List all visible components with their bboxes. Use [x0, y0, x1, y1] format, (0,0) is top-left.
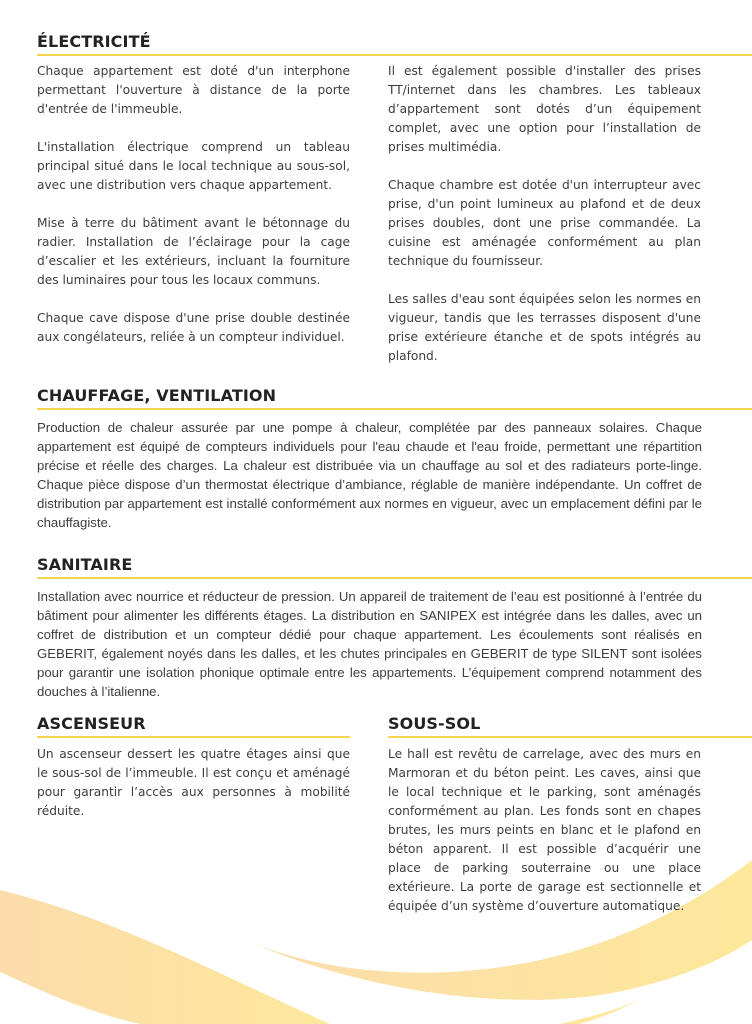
heading-underline — [37, 736, 350, 738]
heading-underline — [37, 408, 752, 410]
section-heading: ÉLECTRICITÉ — [37, 32, 151, 51]
section-electricite — [37, 32, 752, 366]
section-heading: ASCENSEUR — [37, 714, 146, 733]
section-sanitaire — [37, 555, 752, 701]
paragraph: Chaque chambre est dotée d'un interrupteur avec prise, d'un point lumineux au plafond et de deux prises doubles, dont une prise commandée. La cuisine est aménagée conformément au plan technique du fournisseur. — [388, 178, 701, 268]
section-heading: CHAUFFAGE, VENTILATION — [37, 386, 277, 405]
column-left — [37, 62, 350, 347]
paragraph: Un ascenseur dessert les quatre étages ainsi que le sous-sol de l’immeuble. Il est conçu et aménagé pour garantir l’accès aux personnes à mobilité réduite. — [37, 747, 350, 818]
section-chauffage-ventilation — [37, 386, 752, 532]
heading-underline — [388, 736, 752, 738]
paragraph: Chaque cave dispose d'une prise double destinée aux congélateurs, reliée à un compteur individuel. — [37, 311, 350, 344]
paragraph: Les salles d'eau sont équipées selon les normes en vigueur, tandis que les terrasses disposent d'une prise extérieure étanche et de spots intégrés au plafond. — [388, 292, 701, 363]
paragraph: Chaque appartement est doté d'un interphone permettant l'ouverture à distance de la porte d'entrée de l'immeuble. — [37, 64, 350, 116]
section-sous-sol — [388, 714, 752, 916]
paragraph: L'installation électrique comprend un tableau principal situé dans le local technique au sous-sol, avec une distribution vers chaque appartement. — [37, 140, 350, 192]
paragraph: Il est également possible d'installer des prises TT/internet dans les chambres. Les tableaux d’appartement sont dotés d’un équipement complet, avec une option pour l’installation de prises multimédia. — [388, 64, 701, 154]
section-heading: SANITAIRE — [37, 555, 133, 574]
paragraph: Installation avec nourrice et réducteur de pression. Un appareil de traitement de l’eau est positionné à l’entrée du bâtiment pour alimenter les différents étages. La distribution en SANIPEX est intégrée dans les dalles, avec un coffret de distribution et un compteur dédié pour chaque appartement. Les écoulements sont réalisés en GEBERIT, également noyés dans les dalles, et les chutes principales en GEBERIT de type SILENT sont isolées pour garantir une isolation phonique optimale entre les appartements. L’équipement comprend notamment des douches à l’italienne. — [37, 589, 702, 699]
heading-underline — [37, 577, 752, 579]
section-heading: SOUS-SOL — [388, 714, 481, 733]
paragraph: Production de chaleur assurée par une pompe à chaleur, complétée par des panneaux solaires. Chaque appartement est équipé de compteurs individuels pour l'eau chaude et l'eau froide, permettant une répartition précise et réelle des charges. La chaleur est distribuée via un chauffage au sol et des radiateurs porte-linge. Chaque pièce dispose d’un thermostat électrique d’ambiance, réglable de manière indépendante. Un coffret de distribution par appartement est installé conformément aux normes en vigueur, avec un emplacement défini par le chauffagiste. — [37, 420, 702, 530]
section-ascenseur — [37, 714, 350, 821]
column-right — [388, 62, 701, 366]
paragraph: Mise à terre du bâtiment avant le bétonnage du radier. Installation de l’éclairage pour la cage d’escalier et les extérieurs, incluant la fourniture des luminaires pour tous les locaux communs. — [37, 216, 350, 287]
paragraph: Le hall est revêtu de carrelage, avec des murs en Marmoran et du béton peint. Les caves, ainsi que le local technique et le parking, sont aménagés conformément au plan. Les fonds sont en chapes brutes, les murs peints en blanc et le plafond en béton apparent. Il est possible d’acquérir une place de parking souterraine ou une place extérieure. La porte de garage est sectionnelle et équipée d’un système d’ouverture automatique. — [388, 747, 701, 913]
